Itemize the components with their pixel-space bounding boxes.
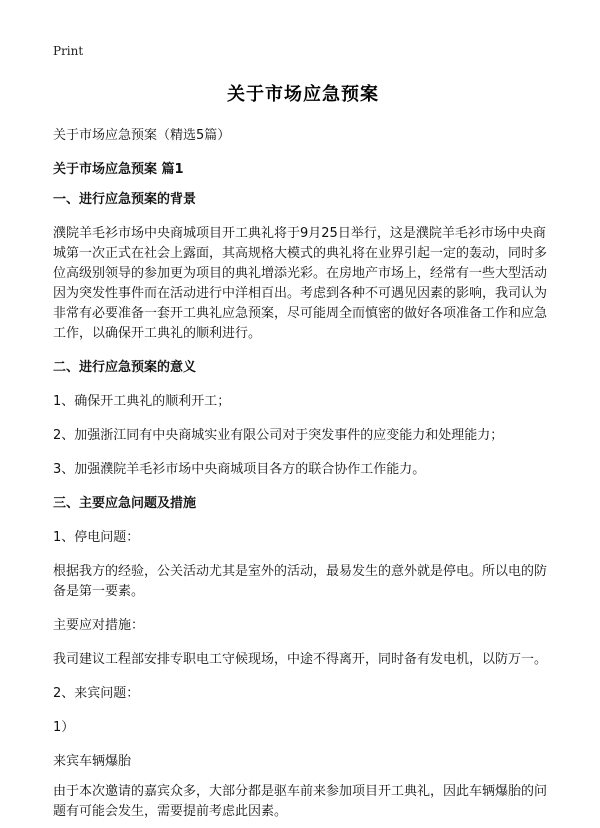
issue-guests-sub-number: 1） <box>53 720 75 735</box>
list-item: 1、确保开工典礼的顺利开工； <box>53 394 231 409</box>
heading-issues: 三、主要应急问题及措施 <box>53 496 197 511</box>
document-body <box>53 80 553 822</box>
document-title: 关于市场应急预案 <box>227 84 379 105</box>
issue-power-desc: 根据我方的经验，公关活动尤其是室外的活动，最易发生的意外就是停电。所以电的防备是第一要素。 <box>53 564 548 599</box>
issue-power-measures-label: 主要应对措施： <box>53 618 145 633</box>
issue-guests-sub-title: 来宾车辆爆胎 <box>53 754 132 769</box>
paragraph-background: 濮院羊毛衫市场中央商城项目开工典礼将于9月25日举行，这是濮院羊毛衫市场中央商城第一次正式在社会上露面，其高规格大模式的典礼将在业界引起一定的轰动，同时多位高级别领导的参加更为项目的典礼增添光彩。在房地产市场上，经常有一些大型活动因为突发性事件而在活动进行中洋相百出。考虑到各种不可遇见因素的影响，我司认为非常有必要准备一套开工典礼应急预案，尽可能周全而慎密的做好各项准备工作和应急工作，以确保开工典礼的顺利进行。 <box>53 226 548 341</box>
heading-significance: 二、进行应急预案的意义 <box>53 360 197 375</box>
heading-background: 一、进行应急预案的背景 <box>53 192 197 207</box>
issue-guests-sub-desc: 由于本次邀请的嘉宾众多，大部分都是驱车前来参加项目开工典礼，因此车辆爆胎的问题有可能会发生，需要提前考虑此因素。 <box>53 784 548 819</box>
issue-power-measures: 我司建议工程部安排专职电工守候现场，中途不得离开，同时备有发电机，以防万一。 <box>53 652 548 667</box>
issue-power-title: 1、停电问题： <box>53 530 140 545</box>
list-item: 3、加强濮院羊毛衫市场中央商城项目各方的联合协作工作能力。 <box>53 462 426 477</box>
section-title: 关于市场应急预案 篇1 <box>53 162 184 177</box>
print-label: Print <box>53 44 84 58</box>
document-subtitle: 关于市场应急预案（精选5篇） <box>53 128 231 143</box>
issue-guests-title: 2、来宾问题： <box>53 686 140 701</box>
list-item: 2、加强浙江同有中央商城实业有限公司对于突发事件的应变能力和处理能力； <box>53 428 504 443</box>
